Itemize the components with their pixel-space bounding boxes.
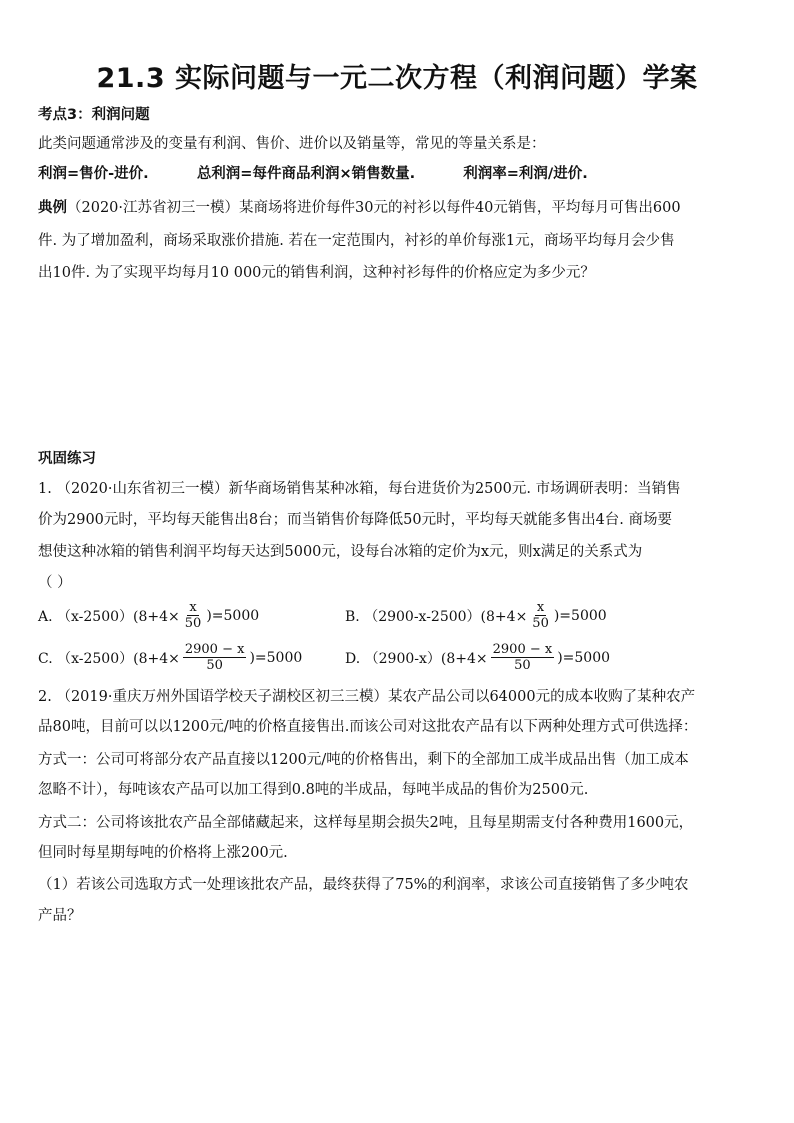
intro-text: 此类问题通常涉及的变量有利润、售价、进价以及销量等，常见的等量关系是： (38, 136, 546, 152)
relation-profit-rate: 利润率=利润/进价. (463, 166, 588, 182)
example-line-2: 件. 为了增加盈利，商场采取涨价措施. 若在一定范围内，衬衫的单价每涨1元，商场平均每月会少售 (38, 233, 675, 249)
q2-line-6: 但同时每星期每吨的价格将上涨200元. (38, 845, 288, 861)
q1-option-c: C. （x-2500）(8+4× $\frac{2900 - x}{50}$ )=5000 (38, 642, 303, 673)
q2-line-2: 品80吨，目前可以以1200元/吨的价格直接售出.而该公司对这批农产品有以下两种处理方式可供选择： (38, 719, 698, 735)
q2-line-3: 方式一：公司可将部分农产品直接以1200元/吨的价格售出，剩下的全部加工成半成品出售（加工成本 (38, 752, 689, 768)
example-line-1: 典例（2020·江苏省初三一模）某商场将进价每件30元的衬衫以每件40元销售，平均每月可售出600 (38, 200, 681, 216)
relations-line (38, 161, 758, 187)
example-line-3: 出10件. 为了实现平均每月10 000元的销售利润，这种衬衫每件的价格应定为多少元？ (38, 265, 595, 281)
fraction: $\frac{2900 - x}{50}$ (492, 642, 553, 673)
q1-option-b: B. （2900-x-2500）(8+4× $\frac{x}{50}$ )=5000 (345, 600, 607, 631)
fraction: $\frac{x}{50}$ (184, 600, 202, 631)
q2-part1-line-2: 产品？ (38, 908, 82, 924)
q2-line-1: 2. （2019·重庆万州外国语学校天子湖校区初三三模）某农产品公司以64000元的成本收购了某种农产 (38, 689, 696, 705)
q1-answer-blank: （ ） (38, 575, 72, 591)
q1-line-1: 1. （2020·山东省初三一模）新华商场销售某种冰箱，每台进货价为2500元. 市场调研表明：当销售 (38, 481, 681, 497)
practice-heading: 巩固练习 (38, 451, 96, 467)
fraction: $\frac{2900 - x}{50}$ (184, 642, 245, 673)
q1-option-d: D. （2900-x）(8+4× $\frac{2900 - x}{50}$ )=5000 (345, 642, 611, 673)
relation-total-profit: 总利润=每件商品利润×销售数量. (196, 166, 416, 182)
q1-line-3: 想使这种冰箱的销售利润平均每天达到5000元，设每台冰箱的定价为x元，则x满足的关系式为 (38, 544, 643, 560)
relation-profit: 利润=售价-进价. (38, 166, 149, 182)
example-label: 典例 (38, 200, 67, 216)
section-point-heading: 考点3：利润问题 (38, 107, 150, 123)
q2-line-5: 方式二：公司将该批农产品全部储藏起来，这样每星期会损失2吨，且每星期需支付各种费用1600元， (38, 815, 694, 831)
page-title: 21.3 实际问题与一元二次方程（利润问题）学案 (96, 63, 698, 94)
fraction: $\frac{x}{50}$ (532, 600, 549, 631)
q2-line-4: 忽略不计），每吨该农产品可以加工得到0.8吨的半成品，每吨半成品的售价为2500元. (38, 782, 589, 798)
q1-option-a: A. （x-2500）(8+4× $\frac{x}{50}$ )=5000 (38, 600, 260, 631)
q1-line-2: 价为2900元时，平均每天能售出8台；而当销售价每降低50元时，平均每天就能多售出4台. 商场要 (38, 512, 673, 528)
q2-part1-line-1: （1）若该公司选取方式一处理该批农产品，最终获得了75%的利润率，求该公司直接销售了多少吨农 (38, 877, 689, 893)
